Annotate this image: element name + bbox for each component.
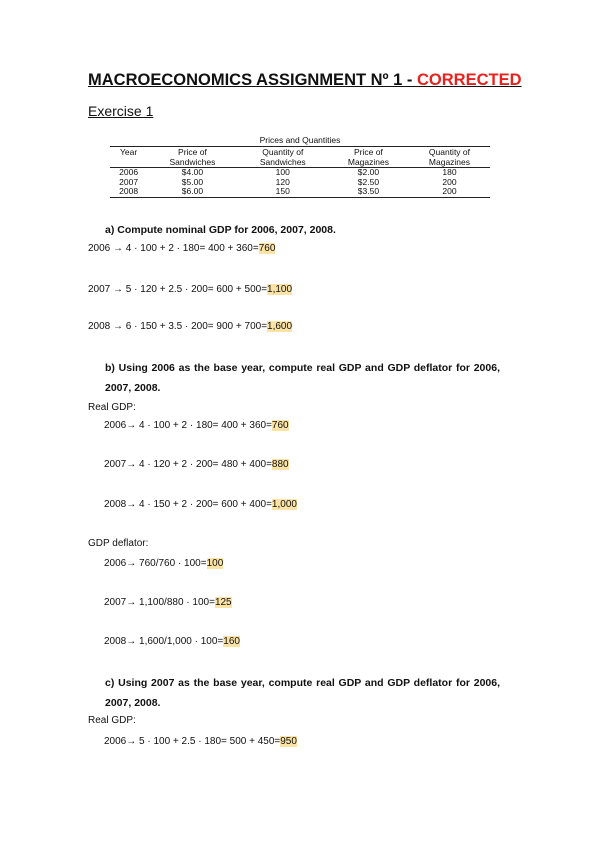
table-caption: Prices and Quantities bbox=[259, 135, 341, 145]
answer-highlight: 760 bbox=[271, 420, 289, 431]
question-a: a) Compute nominal GDP for 2006, 2007, 2008. bbox=[105, 224, 336, 236]
nominal-gdp-2008: 2008 → 6 · 150 + 3.5 · 200= 900 + 700=1,600 bbox=[88, 321, 293, 332]
exercise-heading: Exercise 1 bbox=[88, 103, 154, 119]
nominal-gdp-2006: 2006 → 4 · 100 + 2 · 180= 400 + 360=760 bbox=[88, 243, 276, 254]
deflator-b-2008: 2008→ 1,600/1,000 · 100=160 bbox=[104, 636, 240, 647]
header-year: Year bbox=[120, 147, 138, 157]
title-corrected: CORRECTED bbox=[417, 71, 522, 89]
table-row: 2008 $6.00 150 $3.50 200 bbox=[110, 187, 490, 197]
answer-highlight: 950 bbox=[280, 736, 297, 747]
header-price-sandwiches: Price of Sandwiches bbox=[169, 147, 216, 167]
gdp-deflator-label-b: GDP deflator: bbox=[88, 538, 149, 549]
table-row: 2007 $5.00 120 $2.50 200 bbox=[119, 176, 457, 187]
real-gdp-label-b: Real GDP: bbox=[88, 402, 136, 413]
header-quantity-magazines: Quantity of Magazines bbox=[428, 147, 471, 167]
answer-highlight: 125 bbox=[214, 597, 232, 608]
header-price-magazines: Price of Magazines bbox=[347, 147, 389, 167]
header-quantity-sandwiches: Quantity of Sandwiches bbox=[259, 147, 306, 167]
real-gdp-b-2008: 2008→ 4 · 150 + 2 · 200= 600 + 400=1,000 bbox=[104, 499, 297, 510]
question-c: c) Using 2007 as the base year, compute real GDP and GDP deflator for 2006, 2007, 2008. bbox=[105, 677, 500, 709]
page-title bbox=[88, 71, 522, 90]
title-main: MACROECONOMICS ASSIGNMENT Nº 1 - bbox=[88, 71, 418, 89]
real-gdp-b-2007: 2007→ 4 · 120 + 2 · 200= 480 + 400=880 bbox=[104, 459, 289, 470]
answer-highlight: 880 bbox=[271, 459, 289, 470]
answer-highlight: 100 bbox=[206, 558, 224, 569]
deflator-b-2007: 2007→ 1,100/880 · 100=125 bbox=[104, 597, 232, 608]
nominal-gdp-2007: 2007 → 5 · 120 + 2.5 · 200= 600 + 500=1,100 bbox=[88, 284, 293, 295]
answer-highlight: 1,100 bbox=[267, 284, 293, 295]
answer-highlight: 1,600 bbox=[267, 321, 293, 332]
real-gdp-label-c: Real GDP: bbox=[88, 715, 136, 726]
table-header-row bbox=[110, 147, 490, 168]
answer-highlight: 1,000 bbox=[271, 499, 297, 510]
deflator-b-2006: 2006→ 760/760 · 100=100 bbox=[104, 558, 224, 569]
table-row: 2006 $4.00 100 $2.00 180 bbox=[119, 167, 457, 177]
answer-highlight: 160 bbox=[223, 636, 240, 647]
real-gdp-c-2006: 2006→ 5 · 100 + 2.5 · 180= 500 + 450=950 bbox=[104, 736, 297, 747]
real-gdp-b-2006: 2006→ 4 · 100 + 2 · 180= 400 + 360=760 bbox=[104, 420, 289, 431]
answer-highlight: 760 bbox=[258, 243, 276, 254]
question-b: b) Using 2006 as the base year, compute real GDP and GDP deflator for 2006, 2007, 2008. bbox=[105, 362, 500, 394]
prices-quantities-table bbox=[110, 135, 490, 198]
